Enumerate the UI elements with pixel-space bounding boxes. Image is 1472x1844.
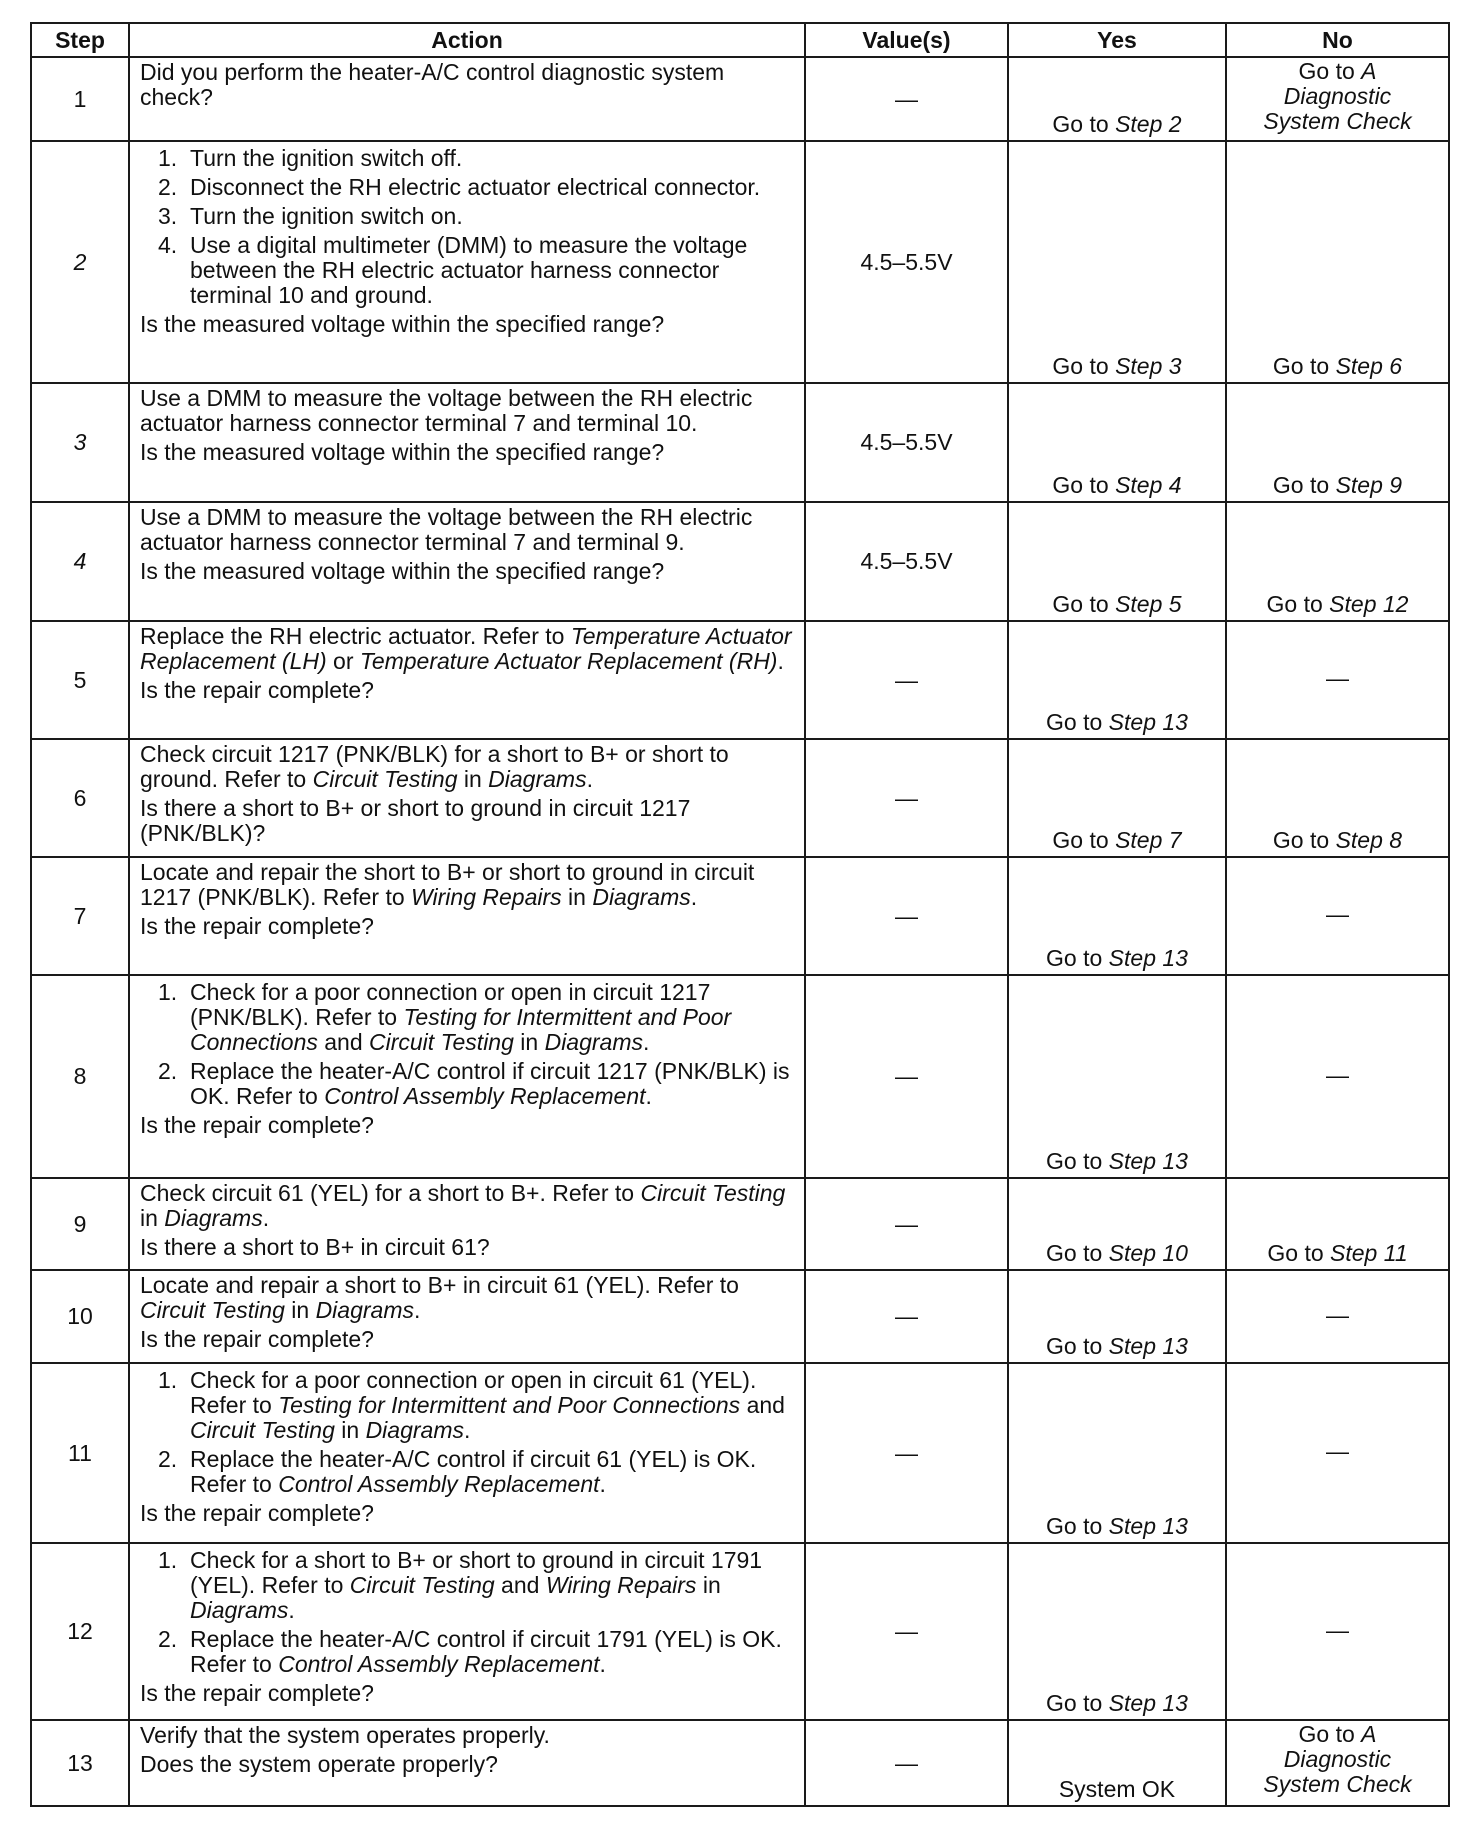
- reference: Circuit Testing: [369, 1029, 514, 1055]
- substep: 4. Use a digital multimeter (DMM) to measure the voltage between the RH electric actuator harness connector terminal 10 and ground.: [158, 232, 748, 308]
- step-number: 5: [31, 621, 129, 739]
- value-cell: —: [805, 621, 1008, 739]
- value-cell: 4.5–5.5V: [805, 141, 1008, 383]
- table-row: [31, 1720, 1449, 1806]
- action-cell: [129, 1270, 805, 1363]
- question-text: Is the repair complete?: [140, 913, 374, 939]
- substep: 2. Disconnect the RH electric actuator electrical connector.: [158, 174, 761, 200]
- no-cell: Go to Step 9: [1226, 383, 1449, 502]
- no-cell: —: [1226, 1270, 1449, 1363]
- reference: Circuit Testing: [349, 1572, 495, 1598]
- step-ref: Step 13: [1108, 1690, 1188, 1716]
- substep: 1. Check for a short to B+ or short to ground in circuit 1791 (YEL). Refer to Circuit Testing and Wiring Repairs in Diagrams.: [158, 1547, 763, 1623]
- substep: 2. Replace the heater-A/C control if circuit 61 (YEL) is OK. Refer to Control Assembly Replacement.: [158, 1446, 757, 1497]
- step-number: 7: [31, 857, 129, 975]
- step-ref: Step 13: [1108, 709, 1188, 735]
- step-ref: Step 12: [1329, 591, 1409, 617]
- step-ref: Step 7: [1115, 827, 1182, 853]
- table-row: [31, 857, 1449, 975]
- value-cell: —: [805, 1270, 1008, 1363]
- substep: 2. Replace the heater-A/C control if circuit 1217 (PNK/BLK) is OK. Refer to Control Assembly Replacement.: [158, 1058, 790, 1109]
- step-number: 6: [31, 739, 129, 857]
- action-cell: [129, 57, 805, 141]
- step-ref: Step 4: [1115, 472, 1182, 498]
- table-row: [31, 1543, 1449, 1720]
- no-cell: Go to Step 11: [1226, 1178, 1449, 1270]
- question-text: Is the repair complete?: [140, 677, 374, 703]
- table-row: [31, 1270, 1449, 1363]
- action-cell: [129, 1178, 805, 1270]
- table-row: [31, 739, 1449, 857]
- action-cell: [129, 857, 805, 975]
- yes-cell: Go to Step 7: [1008, 739, 1226, 857]
- step-number: 1: [31, 57, 129, 141]
- value-cell: —: [805, 975, 1008, 1178]
- reference: Control Assembly Replacement: [324, 1083, 646, 1109]
- question-text: Is there a short to B+ in circuit 61?: [140, 1234, 490, 1260]
- step-ref: Step 5: [1115, 591, 1182, 617]
- step-ref: Step 13: [1108, 1148, 1188, 1174]
- table-row: [31, 975, 1449, 1178]
- no-cell: —: [1226, 621, 1449, 739]
- header-step: Step: [31, 23, 129, 57]
- no-cell: —: [1226, 857, 1449, 975]
- ref-system-check: System Check: [1263, 1771, 1412, 1797]
- go-to-label: Go to: [1298, 58, 1355, 84]
- yes-cell: System OK: [1008, 1720, 1226, 1806]
- action-text: Locate and repair a short to B+ in circuit 61 (YEL). Refer to Circuit Testing in Diagrams.: [140, 1272, 739, 1323]
- reference: Diagrams: [544, 1029, 643, 1055]
- yes-cell: Go to Step 13: [1008, 857, 1226, 975]
- table-row: [31, 383, 1449, 502]
- step-number: 10: [31, 1270, 129, 1363]
- value-cell: —: [805, 1720, 1008, 1806]
- action-text: Use a DMM to measure the voltage between the RH electric actuator harness connector terminal 7 and terminal 9.: [140, 504, 753, 555]
- step-number: 11: [31, 1363, 129, 1543]
- reference: Temperature Actuator Replacement (RH): [359, 648, 778, 674]
- action-cell: [129, 1363, 805, 1543]
- value-cell: 4.5–5.5V: [805, 502, 1008, 621]
- action-cell: [129, 1543, 805, 1720]
- reference: Testing for Intermittent and Poor Connections: [278, 1392, 741, 1418]
- ref-diagnostic: Diagnostic: [1283, 83, 1392, 109]
- question-text: Is the repair complete?: [140, 1112, 374, 1138]
- reference: Circuit Testing: [640, 1180, 786, 1206]
- question-text: Is the measured voltage within the specified range?: [140, 311, 665, 337]
- value-cell: —: [805, 1543, 1008, 1720]
- yes-cell: Go to Step 13: [1008, 1270, 1226, 1363]
- action-text: Locate and repair the short to B+ or short to ground in circuit 1217 (PNK/BLK). Refer to Wiring Repairs in Diagrams.: [140, 859, 755, 910]
- yes-cell: Go to Step 13: [1008, 975, 1226, 1178]
- step-ref: Step 13: [1108, 1513, 1188, 1539]
- yes-cell: [1008, 57, 1226, 141]
- question-text: Is the measured voltage within the specified range?: [140, 558, 665, 584]
- question-text: Is the measured voltage within the specified range?: [140, 439, 665, 465]
- yes-cell: Go to Step 13: [1008, 1363, 1226, 1543]
- value-cell: 4.5–5.5V: [805, 383, 1008, 502]
- substep: 1. Turn the ignition switch off.: [158, 145, 463, 171]
- step-number: 12: [31, 1543, 129, 1720]
- question-text: Is the repair complete?: [140, 1680, 374, 1706]
- header-yes: Yes: [1008, 23, 1226, 57]
- go-to-label: Go to: [1052, 111, 1109, 137]
- step-number: 4: [31, 502, 129, 621]
- value-cell: —: [805, 57, 1008, 141]
- reference: Wiring Repairs: [411, 884, 562, 910]
- step-number: 9: [31, 1178, 129, 1270]
- reference: Diagrams: [190, 1597, 289, 1623]
- action-cell: [129, 502, 805, 621]
- table-row: [31, 502, 1449, 621]
- no-cell: —: [1226, 975, 1449, 1178]
- reference: Diagrams: [164, 1205, 263, 1231]
- value-cell: —: [805, 1363, 1008, 1543]
- value-cell: —: [805, 739, 1008, 857]
- no-cell: Go to Step 6: [1226, 141, 1449, 383]
- reference: Wiring Repairs: [545, 1572, 697, 1598]
- table-row: [31, 1363, 1449, 1543]
- step-number: 3: [31, 383, 129, 502]
- reference: Control Assembly Replacement: [278, 1471, 600, 1497]
- reference: Circuit Testing: [312, 766, 458, 792]
- no-cell: —: [1226, 1363, 1449, 1543]
- step-ref: Step 13: [1108, 945, 1188, 971]
- question-text: Does the system operate properly?: [140, 1751, 498, 1777]
- action-text: Did you perform the heater-A/C control diagnostic system check?: [140, 59, 725, 110]
- header-action: Action: [129, 23, 805, 57]
- action-text: Replace the RH electric actuator. Refer to Temperature Actuator Replacement (LH) or Temperature Actuator Replacement (RH).: [140, 623, 792, 674]
- no-cell: Go to Step 12: [1226, 502, 1449, 621]
- no-cell: —: [1226, 1543, 1449, 1720]
- header-row: [31, 23, 1449, 57]
- diagnostic-table-container: [30, 22, 1448, 1807]
- action-cell: [129, 141, 805, 383]
- yes-cell: Go to Step 5: [1008, 502, 1226, 621]
- header-values: Value(s): [805, 23, 1008, 57]
- reference: Temperature Actuator Replacement (LH): [140, 623, 792, 674]
- step-number: 2: [31, 141, 129, 383]
- step-ref: Step 3: [1115, 353, 1182, 379]
- table-row: [31, 1178, 1449, 1270]
- no-cell: Go to A Diagnostic System Check: [1226, 1720, 1449, 1806]
- step-ref: Step 8: [1335, 827, 1403, 853]
- question-text: Is the repair complete?: [140, 1500, 374, 1526]
- no-cell: [1226, 57, 1449, 141]
- step-ref: Step 13: [1108, 1333, 1188, 1359]
- value-cell: —: [805, 1178, 1008, 1270]
- yes-cell: Go to Step 13: [1008, 621, 1226, 739]
- ref-a: A: [1361, 1721, 1377, 1747]
- reference: Control Assembly Replacement: [278, 1651, 600, 1677]
- table-row: [31, 621, 1449, 739]
- action-cell: [129, 621, 805, 739]
- question-text: Is there a short to B+ or short to ground in circuit 1217 (PNK/BLK)?: [140, 795, 691, 846]
- value-cell: —: [805, 857, 1008, 975]
- step-ref: Step 9: [1335, 472, 1403, 498]
- reference: Testing for Intermittent and Poor Connections: [190, 1004, 732, 1055]
- substep: 1. Check for a poor connection or open in circuit 1217 (PNK/BLK). Refer to Testing for Intermittent and Poor Connections and Circuit Testing in Diagrams.: [158, 979, 732, 1055]
- step-ref: Step 6: [1335, 353, 1403, 379]
- yes-cell: Go to Step 3: [1008, 141, 1226, 383]
- action-cell: [129, 1720, 805, 1806]
- ref-diagnostic: Diagnostic: [1283, 1746, 1392, 1772]
- step-ref: Step 10: [1108, 1240, 1188, 1266]
- step-number: 8: [31, 975, 129, 1178]
- yes-cell: Go to Step 13: [1008, 1543, 1226, 1720]
- action-cell: [129, 739, 805, 857]
- reference: Circuit Testing: [140, 1297, 285, 1323]
- action-text: Check circuit 1217 (PNK/BLK) for a short to B+ or short to ground. Refer to Circuit Testing in Diagrams.: [140, 741, 729, 792]
- ref-a: A: [1361, 58, 1377, 84]
- diagnostic-table: [30, 22, 1450, 1807]
- action-text: Verify that the system operates properly.: [140, 1722, 550, 1748]
- action-cell: [129, 383, 805, 502]
- ref-system-check: System Check: [1263, 108, 1412, 134]
- reference: Diagrams: [488, 766, 587, 792]
- table-row: [31, 57, 1449, 141]
- no-cell: Go to Step 8: [1226, 739, 1449, 857]
- action-text: Check circuit 61 (YEL) for a short to B+. Refer to Circuit Testing in Diagrams.: [140, 1180, 786, 1231]
- reference: Diagrams: [315, 1297, 414, 1323]
- reference: Diagrams: [592, 884, 691, 910]
- step-number: 13: [31, 1720, 129, 1806]
- substep: 2. Replace the heater-A/C control if circuit 1791 (YEL) is OK. Refer to Control Assembly Replacement.: [158, 1626, 782, 1677]
- yes-cell: Go to Step 10: [1008, 1178, 1226, 1270]
- yes-cell: Go to Step 4: [1008, 383, 1226, 502]
- step-ref: Step 11: [1330, 1240, 1408, 1266]
- reference: Diagrams: [365, 1417, 464, 1443]
- question-text: Is the repair complete?: [140, 1326, 374, 1352]
- header-no: No: [1226, 23, 1449, 57]
- action-text: Use a DMM to measure the voltage between the RH electric actuator harness connector terminal 7 and terminal 10.: [140, 385, 753, 436]
- substep: 1. Check for a poor connection or open in circuit 61 (YEL). Refer to Testing for Intermittent and Poor Connections and Circuit Testing in Diagrams.: [158, 1367, 785, 1443]
- reference: Circuit Testing: [190, 1417, 335, 1443]
- table-row: [31, 141, 1449, 383]
- substep: 3. Turn the ignition switch on.: [158, 203, 463, 229]
- action-cell: [129, 975, 805, 1178]
- step-ref: Step 2: [1115, 111, 1182, 137]
